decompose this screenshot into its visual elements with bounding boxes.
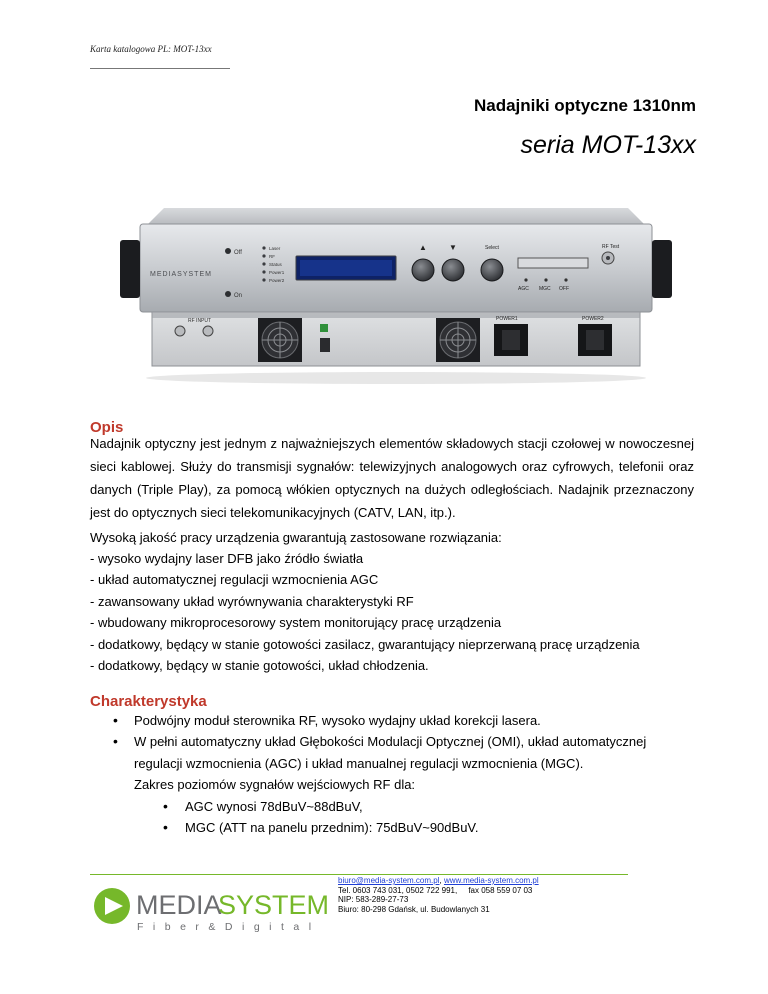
power1-label: POWER1 [496, 316, 518, 322]
device-photo [118, 196, 674, 390]
device-on-label: On [234, 293, 243, 299]
bullet-text: Podwójny moduł sterownika RF, wysoko wydajny układ korekcji lasera. [134, 713, 541, 728]
rack-handle-right [652, 240, 672, 298]
device-knob-up [412, 259, 434, 281]
led-dot [262, 278, 265, 281]
device-knob-down [442, 259, 464, 281]
mode-led [544, 278, 547, 281]
email-link[interactable]: biuro@media-system.com.pl [338, 876, 440, 885]
contact-block [338, 876, 539, 914]
logo-sub: Fiber&Digital [137, 921, 321, 933]
device-off-label: Off [234, 250, 242, 256]
rf-test-label: RF Test [602, 244, 620, 250]
list-item: - wbudowany mikroprocesorowy system monitorujący pracę urządzenia [90, 615, 502, 631]
device-brand-label: MEDIASYSTEM [150, 271, 212, 278]
range-sublist [134, 796, 694, 839]
select-label: Select [485, 245, 499, 251]
series-title: seria MOT-13xx [520, 131, 696, 159]
mode-label-off: OFF [559, 286, 569, 292]
section-heading-charakterystyka: Charakterystyka [90, 693, 207, 710]
bullet-text: W pełni automatyczny układ Głębokości Modulacji Optycznej (OMI), układ automatycznej regulacji wzmocnienia (AGC) i układ manualnej regulacji wzmocnienia (MGC). [134, 734, 647, 771]
cooling-fan-right [436, 318, 480, 362]
green-connector [320, 324, 328, 332]
device-top-lid [148, 208, 644, 224]
rf-input-port [175, 326, 185, 336]
logo-main-right: SYSTEM [218, 890, 330, 920]
link-separator: , [439, 876, 442, 885]
header-rule [90, 68, 230, 69]
device-shadow [146, 372, 646, 384]
led-dot [262, 262, 265, 265]
led-label-rf: RF [269, 254, 275, 259]
list-item: - wysoko wydajny laser DFB jako źródło światła [90, 551, 364, 566]
opis-feature-list [90, 548, 694, 676]
back-top-shadow [152, 312, 640, 318]
website-link[interactable]: www.media-system.com.pl [443, 876, 539, 885]
header-note: Karta katalogowa PL: MOT-13xx [90, 44, 212, 54]
up-arrow-icon: ▲ [419, 243, 427, 252]
power2-label: POWER2 [582, 316, 604, 322]
footer-rule [90, 874, 628, 875]
cooling-fan-left [258, 318, 302, 362]
led-label-power1: Power1 [269, 270, 285, 275]
list-item: - dodatkowy, będący w stanie gotowości zasilacz, gwarantujący nieprzerwaną pracę urządzenia [90, 636, 640, 652]
list-item: • AGC wynosi 78dBuV~88dBuV, [134, 796, 694, 817]
power-socket-1-inner [502, 330, 520, 350]
led-dot [262, 246, 265, 249]
device-off-button [225, 248, 231, 254]
led-dot [262, 270, 265, 273]
rack-handle-left [120, 240, 140, 298]
list-item [90, 731, 694, 838]
contact-links [338, 876, 539, 886]
device-back-panel [152, 312, 640, 366]
back-switch [320, 338, 330, 352]
mgc-slider-box [518, 258, 588, 268]
range-intro: Zakres poziomów sygnałów wejściowych RF dla: [134, 777, 416, 793]
device-display-glow [300, 260, 392, 276]
contact-nip: NIP: 583-289-27-73 [338, 895, 409, 905]
list-item [90, 710, 694, 731]
led-label-power2: Power2 [269, 278, 285, 283]
down-arrow-icon: ▼ [449, 243, 457, 252]
rf-test-port-center [606, 256, 610, 260]
page-title: Nadajniki optyczne 1310nm [473, 96, 696, 115]
logo-main-left: MEDIA [136, 890, 222, 920]
contact-phone: Tel. 0603 743 031, 0502 722 991, fax 058 559 07 03 [338, 885, 533, 895]
mode-label-agc: AGC [518, 286, 529, 292]
list-item: • MGC (ATT na panelu przednim): 75dBuV~90dBuV. [134, 817, 694, 838]
rf-input-port [203, 326, 213, 336]
led-label-laser: Laser [269, 246, 281, 251]
mode-led [564, 278, 567, 281]
contact-address: Biuro: 80-298 Gdańsk, ul. Budowlanych 31 [338, 904, 490, 914]
opis-intro: Wysoką jakość pracy urządzenia gwarantują zastosowane rozwiązania: [90, 530, 502, 545]
led-label-status: Status [269, 262, 282, 267]
mode-led [524, 278, 527, 281]
led-dot [262, 254, 265, 257]
power-socket-2-inner [586, 330, 604, 350]
list-item: - układ automatycznej regulacji wzmocnienia AGC [90, 572, 379, 588]
opis-paragraph: Nadajnik optyczny jest jednym z najważniejszych elementów składowych stacji czołowej w nowoczesnej sieci kablowej. Służy do transmisji sygnałów: telewizyjnych analogowych oraz cyfrowych, telefonii oraz danych (Triple Play), za pomocą włókien optycznych na dużych odległościach. Nadajnik przeznaczony jest do optycznych sieci telekomunikacyjnych (CATV, LAN, itp.). [90, 436, 694, 520]
list-item: - dodatkowy, będący w stanie gotowości, układ chłodzenia. [90, 658, 429, 674]
charakterystyka-list [90, 710, 694, 838]
rf-input-label: RF INPUT [188, 318, 212, 324]
mode-label-mgc: MGC [539, 286, 551, 292]
device-knob-select [481, 259, 503, 281]
section-heading-opis: Opis [90, 419, 124, 436]
device-on-button [225, 291, 231, 297]
list-item: - zawansowany układ wyrównywania charakterystyki RF [90, 593, 414, 609]
mediasystem-logo [90, 882, 330, 934]
